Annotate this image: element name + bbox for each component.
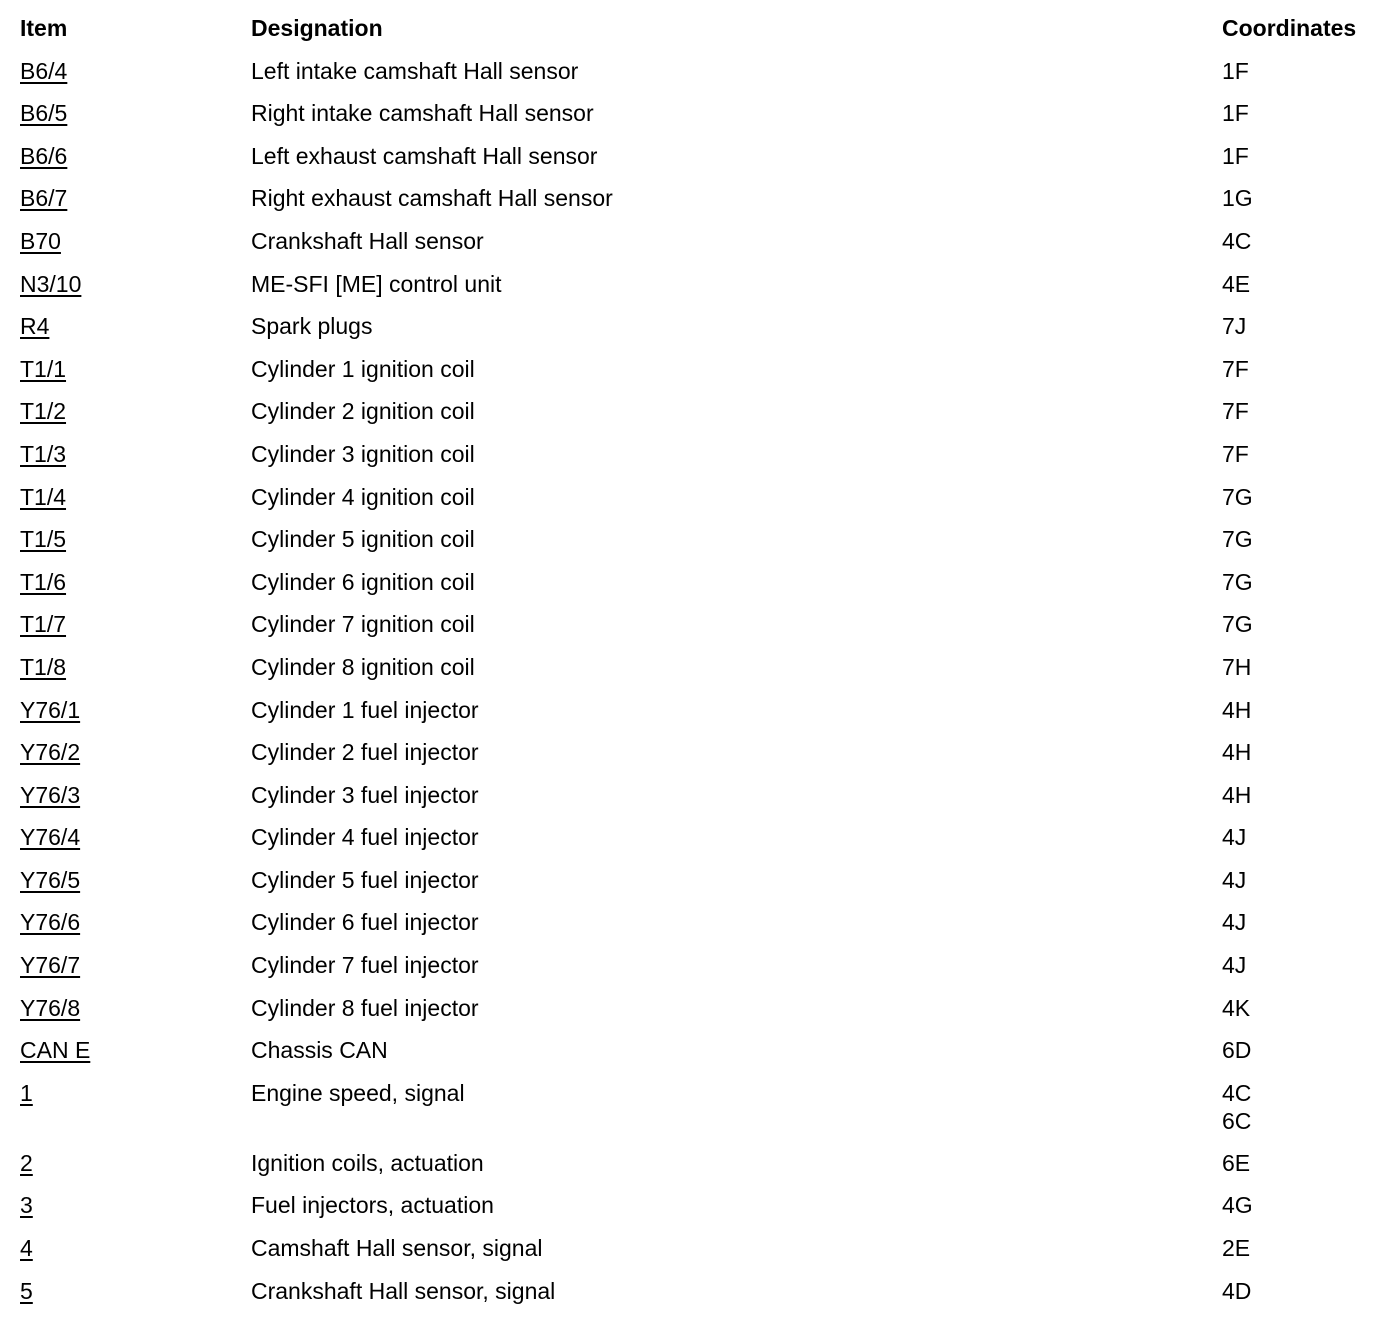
item-link[interactable]: B70 [20,227,61,254]
table-row [0,1263,1392,1306]
coordinate-value: 7G [1222,526,1253,553]
coordinates-cell [1222,1191,1253,1219]
item-link[interactable]: Y76/3 [20,781,81,808]
table-header [0,0,1392,43]
coordinate-value: 2E [1222,1235,1251,1262]
designation-text: Cylinder 8 fuel injector [251,994,479,1021]
coordinates-cell [1222,397,1249,425]
coordinate-value: 7J [1222,313,1247,340]
item-link[interactable]: T1/1 [20,355,67,382]
item-link[interactable]: CAN E [20,1037,91,1064]
item-link[interactable]: T1/7 [20,611,67,638]
coordinate-value: 7H [1222,653,1252,680]
item-link[interactable]: R4 [20,313,50,340]
table-row [0,1022,1392,1065]
table-row [0,682,1392,725]
table-row [0,298,1392,341]
coordinates-cell [1222,142,1249,170]
table-row [0,596,1392,639]
table-row [0,511,1392,554]
coordinate-value: 7G [1222,611,1253,638]
coordinates-cell [1222,355,1249,383]
item-link[interactable]: B6/7 [20,185,68,212]
coordinates-cell [1222,951,1246,979]
coordinate-value: 1F [1222,100,1249,127]
coordinate-value: 4K [1222,994,1251,1021]
table-row [0,894,1392,937]
coordinates-cell [1222,653,1251,681]
coordinates-cell [1222,184,1253,212]
table-row [0,43,1392,86]
coordinates-cell [1222,525,1253,553]
coordinate-value: 7F [1222,355,1249,382]
designation-text: Fuel injectors, actuation [251,1192,494,1219]
coordinate-value: 4D [1222,1277,1252,1304]
coordinates-cell [1222,1036,1251,1064]
designation-text: Cylinder 2 ignition coil [251,398,475,425]
item-link[interactable]: T1/8 [20,653,67,680]
item-link[interactable]: 2 [20,1149,33,1176]
coordinates-cell [1222,908,1246,936]
designation-text: ME-SFI [ME] control unit [251,270,502,297]
table-row [0,341,1392,384]
designation-text: Cylinder 3 fuel injector [251,781,479,808]
coordinates-cell [1222,866,1246,894]
coordinates-cell [1222,823,1246,851]
item-link[interactable]: B6/6 [20,142,68,169]
coordinate-value: 6D [1222,1037,1252,1064]
coordinate-value: 4H [1222,739,1252,766]
item-link[interactable]: Y76/8 [20,994,81,1021]
table-body [0,43,1392,1306]
coordinates-cell [1222,1234,1250,1262]
coordinates-cell [1222,738,1251,766]
coordinate-value: 4J [1222,866,1247,893]
designation-text: Cylinder 1 ignition coil [251,355,475,382]
designation-text: Cylinder 7 fuel injector [251,952,479,979]
coordinate-value: 4J [1222,824,1247,851]
coordinates-cell [1222,696,1251,724]
header-designation: Designation [251,15,383,41]
coordinate-value: 4E [1222,270,1251,297]
coordinates-cell [1222,270,1250,298]
coordinates-cell [1222,781,1251,809]
designation-text: Cylinder 2 fuel injector [251,739,479,766]
item-link[interactable]: T1/2 [20,398,67,425]
item-link[interactable]: 3 [20,1192,33,1219]
designation-text: Cylinder 5 fuel injector [251,866,479,893]
table-row [0,937,1392,980]
designation-text: Spark plugs [251,313,373,340]
coordinate-value: 4J [1222,909,1247,936]
item-link[interactable]: B6/4 [20,57,68,84]
designation-text: Left intake camshaft Hall sensor [251,57,579,84]
table-row [0,383,1392,426]
coordinates-cell [1222,227,1251,255]
item-link[interactable]: Y76/4 [20,824,81,851]
designation-text: Ignition coils, actuation [251,1149,484,1176]
table-row [0,1135,1392,1178]
coordinate-value: 1G [1222,185,1253,212]
table-row [0,724,1392,767]
table-row [0,85,1392,128]
designation-text: Cylinder 1 fuel injector [251,696,479,723]
table-row [0,469,1392,512]
coordinate-value: 1F [1222,57,1249,84]
table-row [0,639,1392,682]
designation-text: Cylinder 8 ignition coil [251,653,475,680]
coordinate-value: 1F [1222,142,1249,169]
designation-text: Engine speed, signal [251,1079,465,1106]
table-row [0,1177,1392,1220]
table-row [0,213,1392,256]
coordinate-value: 4G [1222,1192,1253,1219]
designation-text: Cylinder 4 ignition coil [251,483,475,510]
coordinate-value: 7G [1222,568,1253,595]
item-link[interactable]: Y76/2 [20,739,81,766]
item-link[interactable]: Y76/1 [20,696,81,723]
table-row [0,170,1392,213]
coordinates-cell [1222,440,1249,468]
coordinates-cell [1222,568,1253,596]
coordinate-value: 7F [1222,440,1249,467]
designation-text: Cylinder 5 ignition coil [251,526,475,553]
designation-text: Right exhaust camshaft Hall sensor [251,185,613,212]
designation-text: Cylinder 6 fuel injector [251,909,479,936]
coordinate-value: 4H [1222,781,1252,808]
designation-text: Camshaft Hall sensor, signal [251,1235,543,1262]
coordinate-value: 4H [1222,696,1252,723]
coordinate-value: 4C [1222,1079,1252,1106]
designation-text: Cylinder 4 fuel injector [251,824,479,851]
coordinates-cell [1222,1277,1251,1305]
item-link[interactable]: N3/10 [20,270,82,297]
item-link[interactable]: Y76/6 [20,909,81,936]
table-row [0,1220,1392,1263]
coordinates-cell [1222,57,1249,85]
coordinates-cell [1222,99,1249,127]
designation-text: Chassis CAN [251,1037,388,1064]
table-row [0,554,1392,597]
coordinate-value: 4C [1222,227,1252,254]
table-row [0,128,1392,171]
designation-text: Crankshaft Hall sensor, signal [251,1277,556,1304]
coordinate-value: 6E [1222,1149,1251,1176]
coordinate-value: 6C [1222,1107,1252,1134]
item-link[interactable]: Y76/5 [20,866,81,893]
table-row [0,256,1392,299]
designation-text: Left exhaust camshaft Hall sensor [251,142,598,169]
item-link[interactable]: 5 [20,1277,33,1304]
coordinates-cell [1222,1079,1251,1135]
designation-text: Right intake camshaft Hall sensor [251,100,594,127]
header-item: Item [20,15,68,41]
coordinates-cell [1222,994,1250,1022]
item-link[interactable]: T1/5 [20,526,67,553]
coordinate-value: 7G [1222,483,1253,510]
table-row [0,1065,1392,1135]
designation-text: Cylinder 6 ignition coil [251,568,475,595]
coordinates-cell [1222,483,1253,511]
coordinates-cell [1222,1149,1250,1177]
item-link[interactable]: T1/6 [20,568,67,595]
item-link[interactable]: Y76/7 [20,952,81,979]
table-row [0,809,1392,852]
coordinates-cell [1222,312,1246,340]
item-link[interactable]: T1/4 [20,483,67,510]
table-row [0,980,1392,1023]
table-row [0,767,1392,810]
coordinate-value: 7F [1222,398,1249,425]
designation-text: Cylinder 7 ignition coil [251,611,475,638]
designation-text: Cylinder 3 ignition coil [251,440,475,467]
item-link[interactable]: 4 [20,1235,33,1262]
designation-text: Crankshaft Hall sensor [251,227,484,254]
item-link[interactable]: T1/3 [20,440,67,467]
header-coordinates: Coordinates [1222,15,1357,41]
item-link[interactable]: B6/5 [20,100,68,127]
table-row [0,852,1392,895]
item-link[interactable]: 1 [20,1079,33,1106]
coordinates-cell [1222,610,1253,638]
coordinate-value: 4J [1222,952,1247,979]
table-row [0,426,1392,469]
